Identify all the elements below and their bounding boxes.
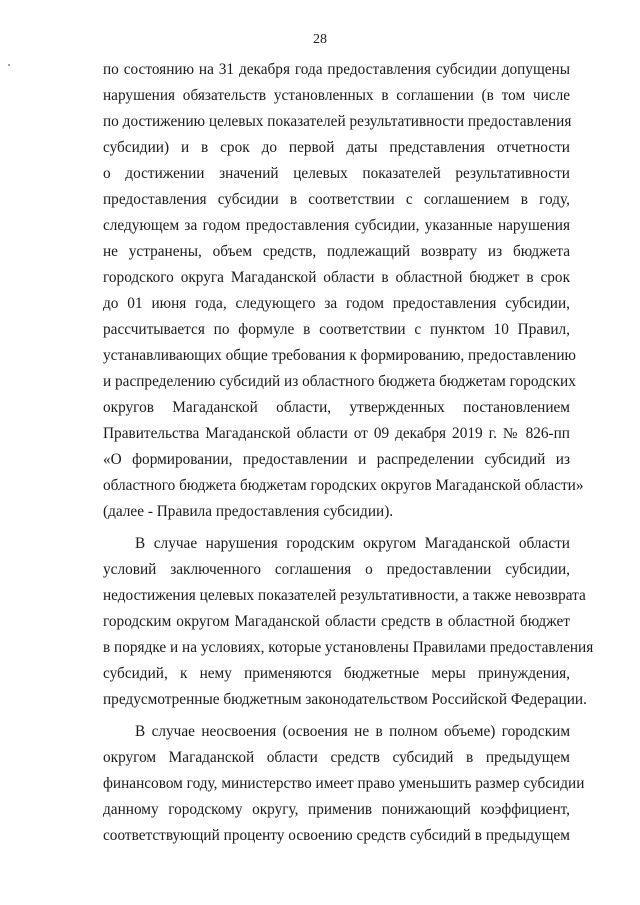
paragraph-2-line-5: в порядке и на условиях, которые установлены Правилами предоставления <box>103 639 594 656</box>
paragraph-1-line-13: и распределению субсидий из областного бюджета бюджетам городских <box>103 373 576 390</box>
scan-mark <box>8 64 10 66</box>
paragraph-2-line-4: городским округом Магаданской области средств в областной бюджет <box>103 613 570 630</box>
paragraph-3-line-3: финансовом году, министерство имеет право уменьшить размер субсидии <box>103 775 585 792</box>
paragraph-1-line-1: по состоянию на 31 декабря года предоставления субсидии допущены <box>103 61 570 78</box>
paragraph-1-line-14: округов Магаданской области, утвержденных постановлением <box>103 399 570 416</box>
paragraph-1-line-6: предоставления субсидии в соответствии с соглашением в году, <box>103 191 570 208</box>
paragraph-3-line-1: В случае неосвоения (освоения не в полном объеме) городским <box>135 723 570 740</box>
paragraph-1-line-12: устанавливающих общие требования к формированию, предоставлению <box>103 347 576 364</box>
paragraph-1-line-10: до 01 июня года, следующего за годом предоставления субсидии, <box>103 295 570 312</box>
paragraph-1-line-3: по достижению целевых показателей результативности предоставления <box>103 113 572 130</box>
paragraph-3-line-2: округом Магаданской области средств субсидий в предыдущем <box>103 749 570 766</box>
paragraph-1-line-7: следующем за годом предоставления субсидии, указанные нарушения <box>103 217 570 234</box>
paragraph-1-line-18: (далее - Правила предоставления субсидии). <box>103 503 394 520</box>
paragraph-2-line-2: условий заключенного соглашения о предоставлении субсидии, <box>103 561 570 578</box>
paragraph-1-line-15: Правительства Магаданской области от 09 декабря 2019 г. № 826-пп <box>103 425 570 442</box>
paragraph-1-line-5: о достижении значений целевых показателей результативности <box>103 165 570 182</box>
paragraph-2-line-6: субсидий, к нему применяются бюджетные меры принуждения, <box>103 665 570 682</box>
paragraph-1-line-8: не устранены, объем средств, подлежащий возврату из бюджета <box>103 243 570 260</box>
paragraph-3-line-4: данному городскому округу, применив понижающий коэффициент, <box>103 801 570 818</box>
paragraph-1-line-2: нарушения обязательств установленных в соглашении (в том числе <box>103 87 570 104</box>
paragraph-1-line-4: субсидии) и в срок до первой даты представления отчетности <box>103 139 570 156</box>
paragraph-1-line-11: рассчитывается по формуле в соответствии с пунктом 10 Правил, <box>103 321 570 338</box>
paragraph-2-line-7: предусмотренные бюджетным законодательством Российской Федерации. <box>103 691 587 708</box>
paragraph-1-line-9: городского округа Магаданской области в областной бюджет в срок <box>103 269 570 286</box>
paragraph-3-line-5: соответствующий проценту освоению средств субсидий в предыдущем <box>103 827 570 844</box>
paragraph-2-line-3: недостижения целевых показателей результативности, а также невозврата <box>103 587 586 604</box>
paragraph-2-line-1: В случае нарушения городским округом Магаданской области <box>135 535 570 552</box>
paragraph-1-line-16: «О формировании, предоставлении и распределении субсидий из <box>103 451 570 468</box>
paragraph-1-line-17: областного бюджета бюджетам городских округов Магаданской области» <box>103 477 584 494</box>
page-number: 28 <box>313 32 327 47</box>
